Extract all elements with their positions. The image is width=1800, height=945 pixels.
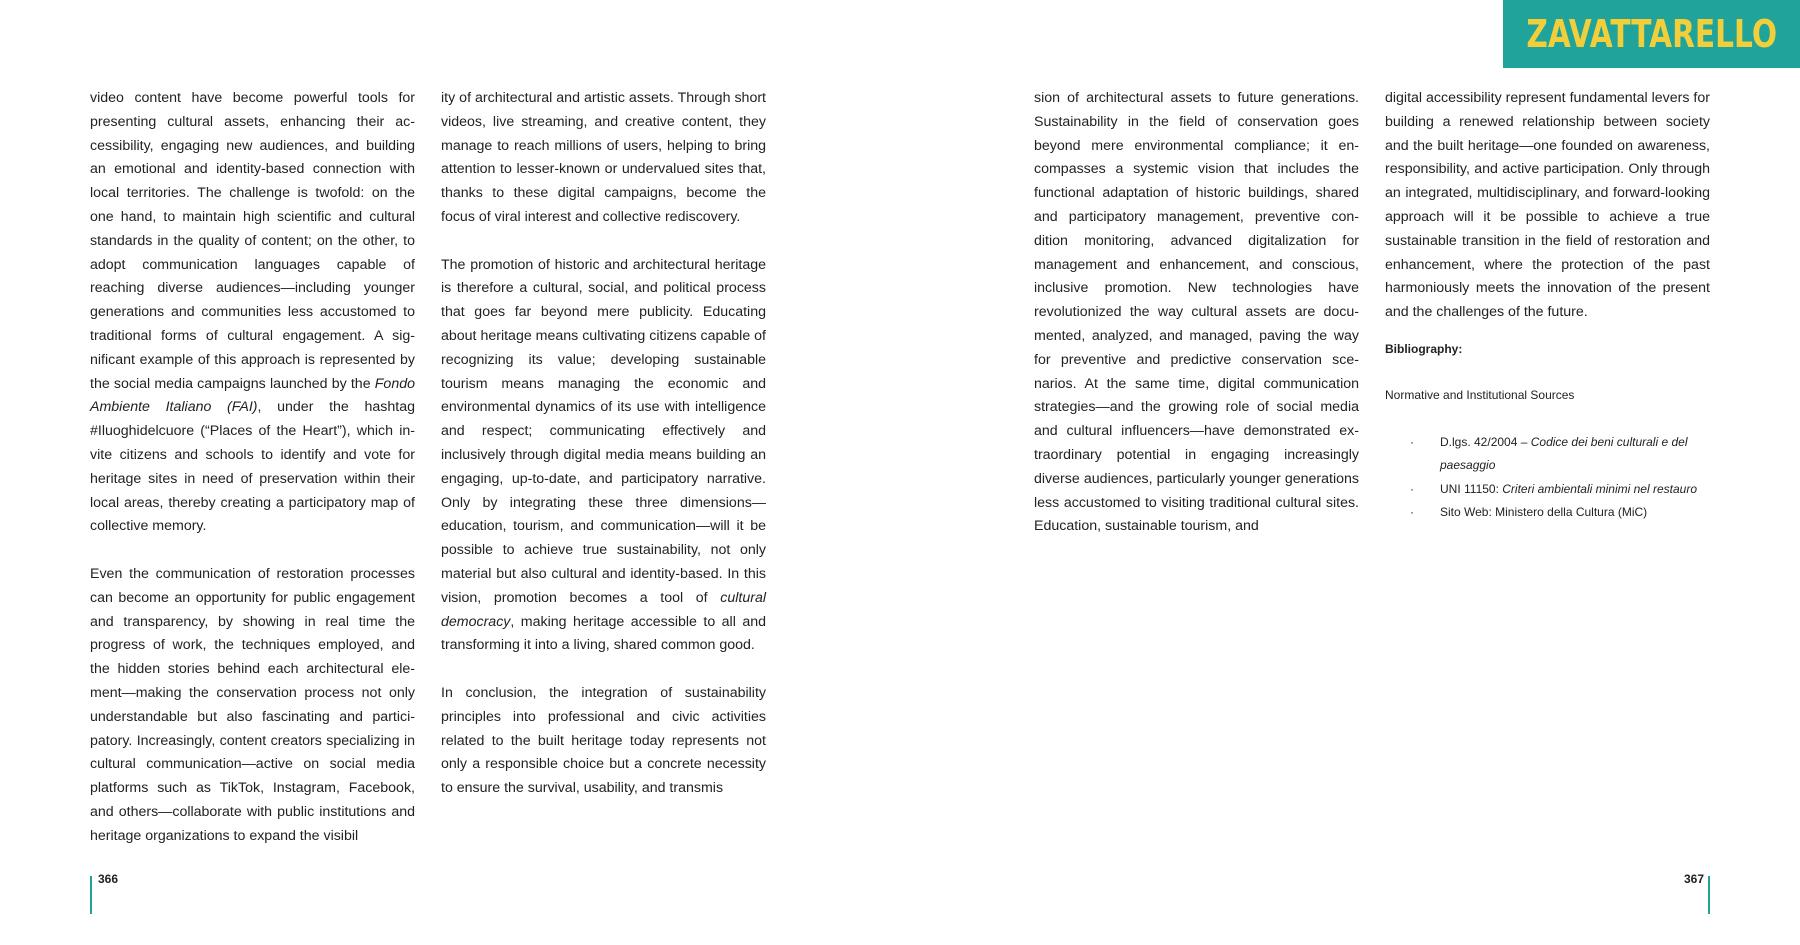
bullet-icon: · <box>1410 481 1414 496</box>
bibliography-subtitle: Normative and Institutional Sources <box>1385 387 1575 402</box>
bibliography-item: · Sito Web: Ministero della Cultura (MiC) <box>1385 501 1710 525</box>
left-page-column-1 <box>90 87 415 872</box>
paragraph: digital accessibility represent fundamental levers for building a renewed relationship between society and the built heritage—one founded on awareness, responsibility, and active participation. Only through an integrated, multidisciplinary, and forward-looking approach will it be possible to achieve a true sustainable transition in the field of restoration and enhancement, where the protection of the past harmoniously meets the innovation of the present and the challenges of the future. <box>1385 90 1710 321</box>
bibliography-item: · D.lgs. 42/2004 – Codice dei beni culturali e del paesaggio <box>1385 431 1710 478</box>
paragraph: sion of architectural assets to future generations. Sustainability in the field of conservation goes beyond mere environmental compliance; it encompasses a systemic vision that includes the functional adaptation of historic buildings, shared and participatory management, preventive condition monitoring, advanced digitalization for management and enhancement, and conscious, inclusive promotion. New technologies have revolutionized the way cultural assets are documented, analyzed, and managed, paving the way for preventive and predictive conservation scenarios. At the same time, digital communication strategies—and the growing role of social media and cultural influencers—have demonstrated extraordinary potential in engaging increasingly diverse audiences, particularly younger generations less accustomed to visiting traditional cultural sites. Education, sustainable tourism, and <box>1034 90 1359 535</box>
left-footer-rule <box>90 876 92 914</box>
bibliography-list <box>1385 431 1710 525</box>
paragraph: Even the communication of restoration processes can become an opportunity for public engagement and transparency, by showing in real time the progress of work, the techniques employed, and the hidden stories behind each architectural element—making the conservation process not only understandable but also fascinating and participatory. Increasingly, content creators specializing in cultural communication—active on social media platforms such as TikTok, Instagram, Facebook, and others—collaborate with public institutions and heritage organizations to expand the visibil <box>90 565 415 844</box>
right-footer-rule <box>1708 876 1710 914</box>
bibliography-item: · UNI 11150: Criteri ambientali minimi nel restauro <box>1385 478 1710 502</box>
paragraph: In conclusion, the integration of sustainability principles into professional and civic activities related to the built heritage today represents not only a responsible choice but a concrete necessity to ensure the survival, usability, and transmis <box>441 684 766 797</box>
paragraph: ity of architectural and artistic assets. Through short videos, live streaming, and creative content, they manage to reach millions of users, helping to bring attention to lesser-known or undervalued sites that, thanks to these digital campaigns, become the focus of viral interest and collective rediscovery. <box>441 90 766 225</box>
left-page-column-2 <box>441 87 766 825</box>
page-number-left: 366 <box>98 872 119 886</box>
right-page-column-2 <box>1385 87 1710 525</box>
page-number-right: 367 <box>1683 872 1704 886</box>
bibliography-title: Bibliography: <box>1385 341 1463 356</box>
bullet-icon: · <box>1410 505 1414 520</box>
chapter-title: ZAVATTARELLO <box>1526 12 1777 56</box>
chapter-header-box <box>1503 0 1800 68</box>
bibliography <box>1385 339 1710 525</box>
paragraph: The promotion of historic and architectural heritage is therefore a cultural, social, and political process that goes far beyond mere publicity. Educating about heritage means cultivating citizens capable of recognizing its value; developing sustainable tourism means managing the economic and environmental dynamics of its use with intelligence and respect; communicating effectively and inclusively through digital media means building an engaging, up-to-date, and participatory narrative. Only by integrating these three dimensions—education, tourism, and communication—will it be possible to achieve true sustainability, not only material but also cultural and identity-based. In this vision, promotion becomes a tool of cultural democracy, making heritage accessible to all and transforming it into a living, shared common good. <box>441 256 766 654</box>
paragraph: video content have become powerful tools for presenting cultural assets, enhancing their accessibility, engaging new audiences, and building an emotional and identity-based connection with local territories. The challenge is twofold: on the one hand, to maintain high scientific and cultural standards in the quality of content; on the other, to adopt communication languages capable of reaching diverse audiences—including younger generations and communities less accustomed to traditional forms of cultural engagement. A significant example of this approach is represented by the social media campaigns launched by the Fondo Ambiente Italiano (FAI), under the hashtag #Iluoghidelcuore (“Places of the Heart”), which invite citizens and schools to identify and vote for heritage sites in need of preservation within their local areas, thereby creating a participatory map of collective memory. <box>90 90 415 535</box>
right-page-column-1 <box>1034 87 1359 563</box>
bullet-icon: · <box>1410 434 1414 449</box>
